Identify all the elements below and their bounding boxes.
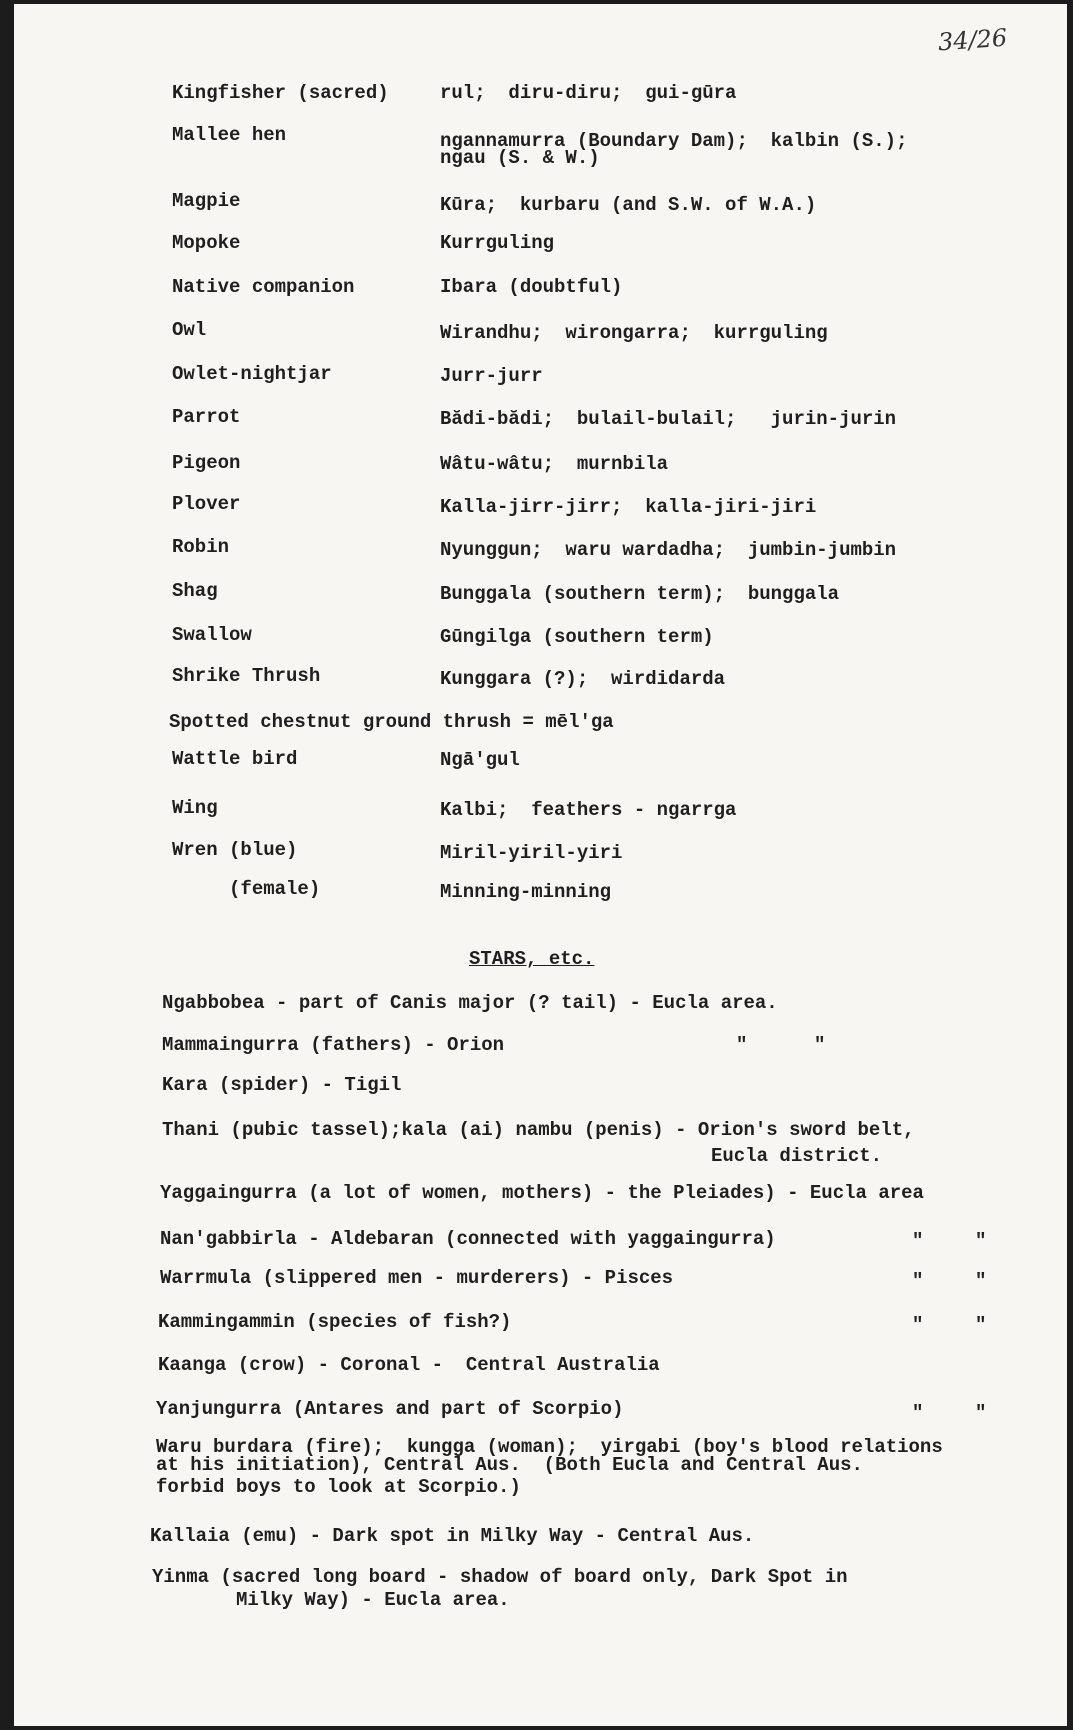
star-entry: Yaggaingurra (a lot of women, mothers) - the Pleiades) - Eucla area xyxy=(160,1182,924,1204)
bird-name: Plover xyxy=(172,493,241,515)
bird-words: Minning-minning xyxy=(440,881,612,903)
bird-name: Parrot xyxy=(172,406,241,428)
star-entry: Kaanga (crow) - Coronal - Central Australia xyxy=(158,1354,660,1376)
bird-name: Owl xyxy=(172,319,207,341)
ditto-mark: " xyxy=(912,1230,924,1252)
bird-words: Kurrguling xyxy=(440,232,555,254)
ditto-mark: " xyxy=(814,1034,826,1056)
bird-name: Swallow xyxy=(172,624,252,646)
star-entry-continued: Milky Way) - Eucla area. xyxy=(236,1589,510,1611)
bird-words: Ngā'gul xyxy=(440,749,520,771)
bird-words-continued: ngau (S. & W.) xyxy=(440,147,600,169)
ditto-mark: " xyxy=(736,1034,748,1056)
ditto-mark: " xyxy=(975,1314,987,1336)
spotted-thrush-line: Spotted chestnut ground thrush = mēl'ga xyxy=(169,711,614,733)
bird-name: Robin xyxy=(172,536,230,558)
bird-words: ngannamurra (Boundary Dam); kalbin (S.); xyxy=(440,130,908,152)
bird-words: Bădi-bădi; bulail-bulail; jurin-jurin xyxy=(440,408,897,430)
bird-name: Native companion xyxy=(172,276,355,298)
bird-name: Wing xyxy=(172,797,218,819)
star-entry: Thani (pubic tassel);kala (ai) nambu (penis) - Orion's sword belt, xyxy=(162,1119,915,1141)
star-entry: Warrmula (slippered men - murderers) - Pisces xyxy=(160,1267,674,1289)
star-entry: Waru burdara (fire); kungga (woman); yirgabi (boy's blood relations xyxy=(156,1436,943,1458)
bird-words: Kalla-jirr-jirr; kalla-jiri-jiri xyxy=(440,496,817,518)
bird-words: Miril-yiril-yiri xyxy=(440,842,623,864)
ditto-mark: " xyxy=(912,1314,924,1336)
ditto-mark: " xyxy=(912,1402,924,1424)
star-entry: Nan'gabbirla - Aldebaran (connected with yaggaingurra) xyxy=(160,1228,776,1250)
section-heading: STARS, etc. xyxy=(469,948,595,970)
star-entry: Kallaia (emu) - Dark spot in Milky Way - Central Aus. xyxy=(150,1525,755,1547)
star-entry-continued: Eucla district. xyxy=(711,1145,883,1167)
bird-name: Magpie xyxy=(172,190,241,212)
star-entry: Kammingammin (species of fish?) xyxy=(158,1311,512,1333)
bird-words: rul; diru-diru; gui-gūra xyxy=(440,82,737,104)
ditto-mark: " xyxy=(975,1230,987,1252)
bird-name: Mopoke xyxy=(172,232,241,254)
bird-name: Wren (blue) xyxy=(172,839,298,861)
bird-words: Wirandhu; wirongarra; kurrguling xyxy=(440,322,828,344)
bird-name: Shag xyxy=(172,580,218,602)
bird-words: Kūra; kurbaru (and S.W. of W.A.) xyxy=(440,194,817,216)
star-entry: Yinma (sacred long board - shadow of board only, Dark Spot in xyxy=(152,1566,848,1588)
bird-words: Ibara (doubtful) xyxy=(440,276,623,298)
bird-name: (female) xyxy=(172,878,321,900)
bird-words: Kalbi; feathers - ngarrga xyxy=(440,799,737,821)
bird-name: Owlet-nightjar xyxy=(172,363,332,385)
bird-words: Wâtu-wâtu; murnbila xyxy=(440,453,669,475)
bird-name: Shrike Thrush xyxy=(172,665,321,687)
bird-words: Kunggara (?); wirdidarda xyxy=(440,668,726,690)
bird-words: Bunggala (southern term); bunggala xyxy=(440,583,840,605)
bird-name: Wattle bird xyxy=(172,748,298,770)
bird-words: Nyunggun; waru wardadha; jumbin-jumbin xyxy=(440,539,897,561)
star-entry-continued: at his initiation), Central Aus. (Both Eucla and Central Aus. xyxy=(156,1454,863,1476)
ditto-mark: " xyxy=(975,1402,987,1424)
bird-name: Mallee hen xyxy=(172,124,287,146)
bird-name: Pigeon xyxy=(172,452,241,474)
star-entry: Kara (spider) - Tigil xyxy=(162,1074,402,1096)
ditto-mark: " xyxy=(912,1270,924,1292)
bird-name: Kingfisher (sacred) xyxy=(172,82,389,104)
star-entry: Yanjungurra (Antares and part of Scorpio) xyxy=(156,1398,624,1420)
ditto-mark: " xyxy=(975,1270,987,1292)
page-reference-number: 34/26 xyxy=(937,23,1009,57)
star-entry: Mammaingurra (fathers) - Orion xyxy=(162,1034,505,1056)
star-entry-continued: forbid boys to look at Scorpio.) xyxy=(156,1476,521,1498)
bird-words: Gūngilga (southern term) xyxy=(440,626,714,648)
bird-words: Jurr-jurr xyxy=(440,365,543,387)
star-entry: Ngabbobea - part of Canis major (? tail) - Eucla area. xyxy=(162,992,778,1014)
